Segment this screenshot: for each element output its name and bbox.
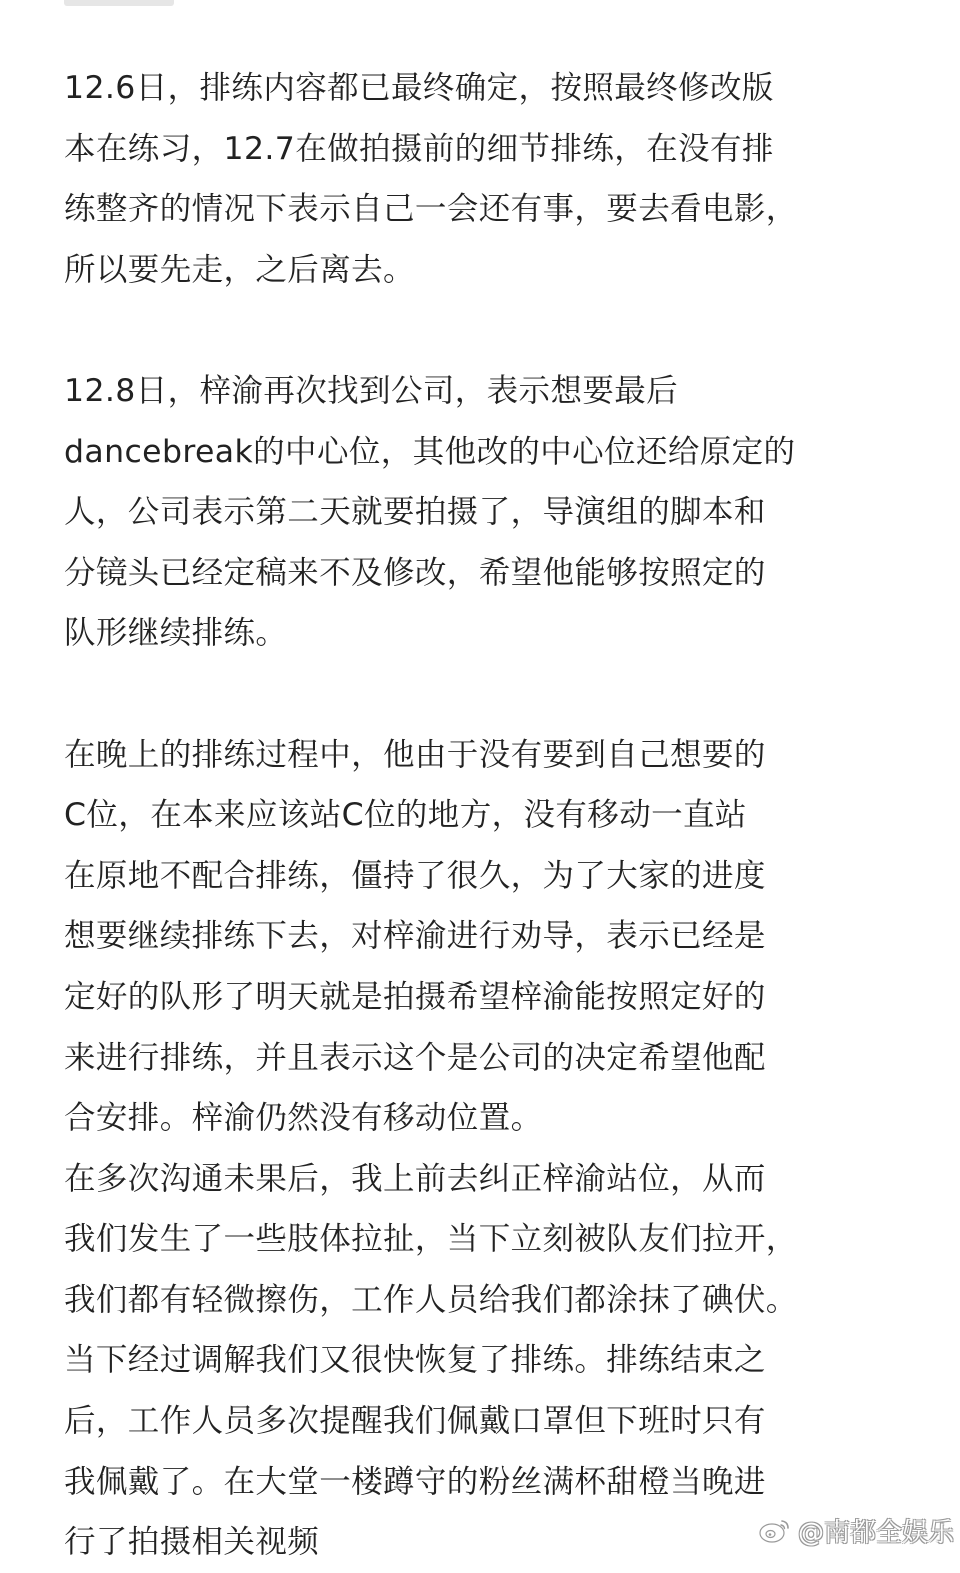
paragraph-2	[64, 361, 920, 664]
text-line: 人，公司表示第二天就要拍摄了，导演组的脚本和	[64, 494, 766, 531]
text-line: 练整齐的情况下表示自己一会还有事，要去看电影，	[64, 191, 798, 228]
paragraph-3	[64, 725, 920, 1573]
paragraph-gap	[64, 664, 920, 725]
text-line: 在多次沟通未果后，我上前去纠正梓渝站位，从而	[64, 1160, 766, 1197]
text-line: dancebreak的中心位，其他改的中心位还给原定的	[64, 433, 796, 470]
text-line: 分镜头已经定稿来不及修改，希望他能够按照定的	[64, 554, 766, 591]
text-line: 在原地不配合排练，僵持了很久，为了大家的进度	[64, 857, 766, 894]
text-line: 队形继续排练。	[64, 615, 288, 652]
text-line: 我们发生了一些肢体拉扯，当下立刻被队友们拉开，	[64, 1221, 798, 1258]
text-line: 本在练习，12.7在做拍摄前的细节排练，在没有排	[64, 130, 774, 167]
text-line: 12.6日，排练内容都已最终确定，按照最终修改版	[64, 70, 774, 106]
text-line: 我佩戴了。在大堂一楼蹲守的粉丝满杯甜橙当晚进	[64, 1463, 766, 1500]
text-line: 在晚上的排练过程中，他由于没有要到自己想要的	[64, 736, 766, 773]
text-line: 后，工作人员多次提醒我们佩戴口罩但下班时只有	[64, 1403, 766, 1440]
text-line: 我们都有轻微擦伤，工作人员给我们都涂抹了碘伏。	[64, 1281, 798, 1318]
watermark-text: @南都全娱乐	[797, 1517, 954, 1548]
watermark	[758, 1510, 954, 1550]
text-line: 来进行排练，并且表示这个是公司的决定希望他配	[64, 1039, 766, 1076]
text-line: C位，在本来应该站C位的地方，没有移动一直站	[64, 797, 747, 834]
text-line: 合安排。梓渝仍然没有移动位置。	[64, 1100, 543, 1137]
cropped-header-remnant	[0, 0, 960, 14]
text-line: 行了拍摄相关视频	[64, 1524, 320, 1561]
text-line: 定好的队形了明天就是拍摄希望梓渝能按照定好的	[64, 978, 766, 1015]
text-line: 12.8日，梓渝再次找到公司，表示想要最后	[64, 372, 679, 409]
paragraph-gap	[64, 300, 920, 361]
cropped-text-remnant	[64, 0, 174, 6]
text-line: 当下经过调解我们又很快恢复了排练。排练结束之	[64, 1342, 766, 1379]
paragraph-1	[64, 58, 920, 300]
text-line: 所以要先走，之后离去。	[64, 251, 415, 288]
statement-document	[64, 58, 920, 1573]
weibo-icon	[758, 1516, 792, 1544]
text-line: 想要继续排练下去，对梓渝进行劝导，表示已经是	[64, 918, 766, 955]
